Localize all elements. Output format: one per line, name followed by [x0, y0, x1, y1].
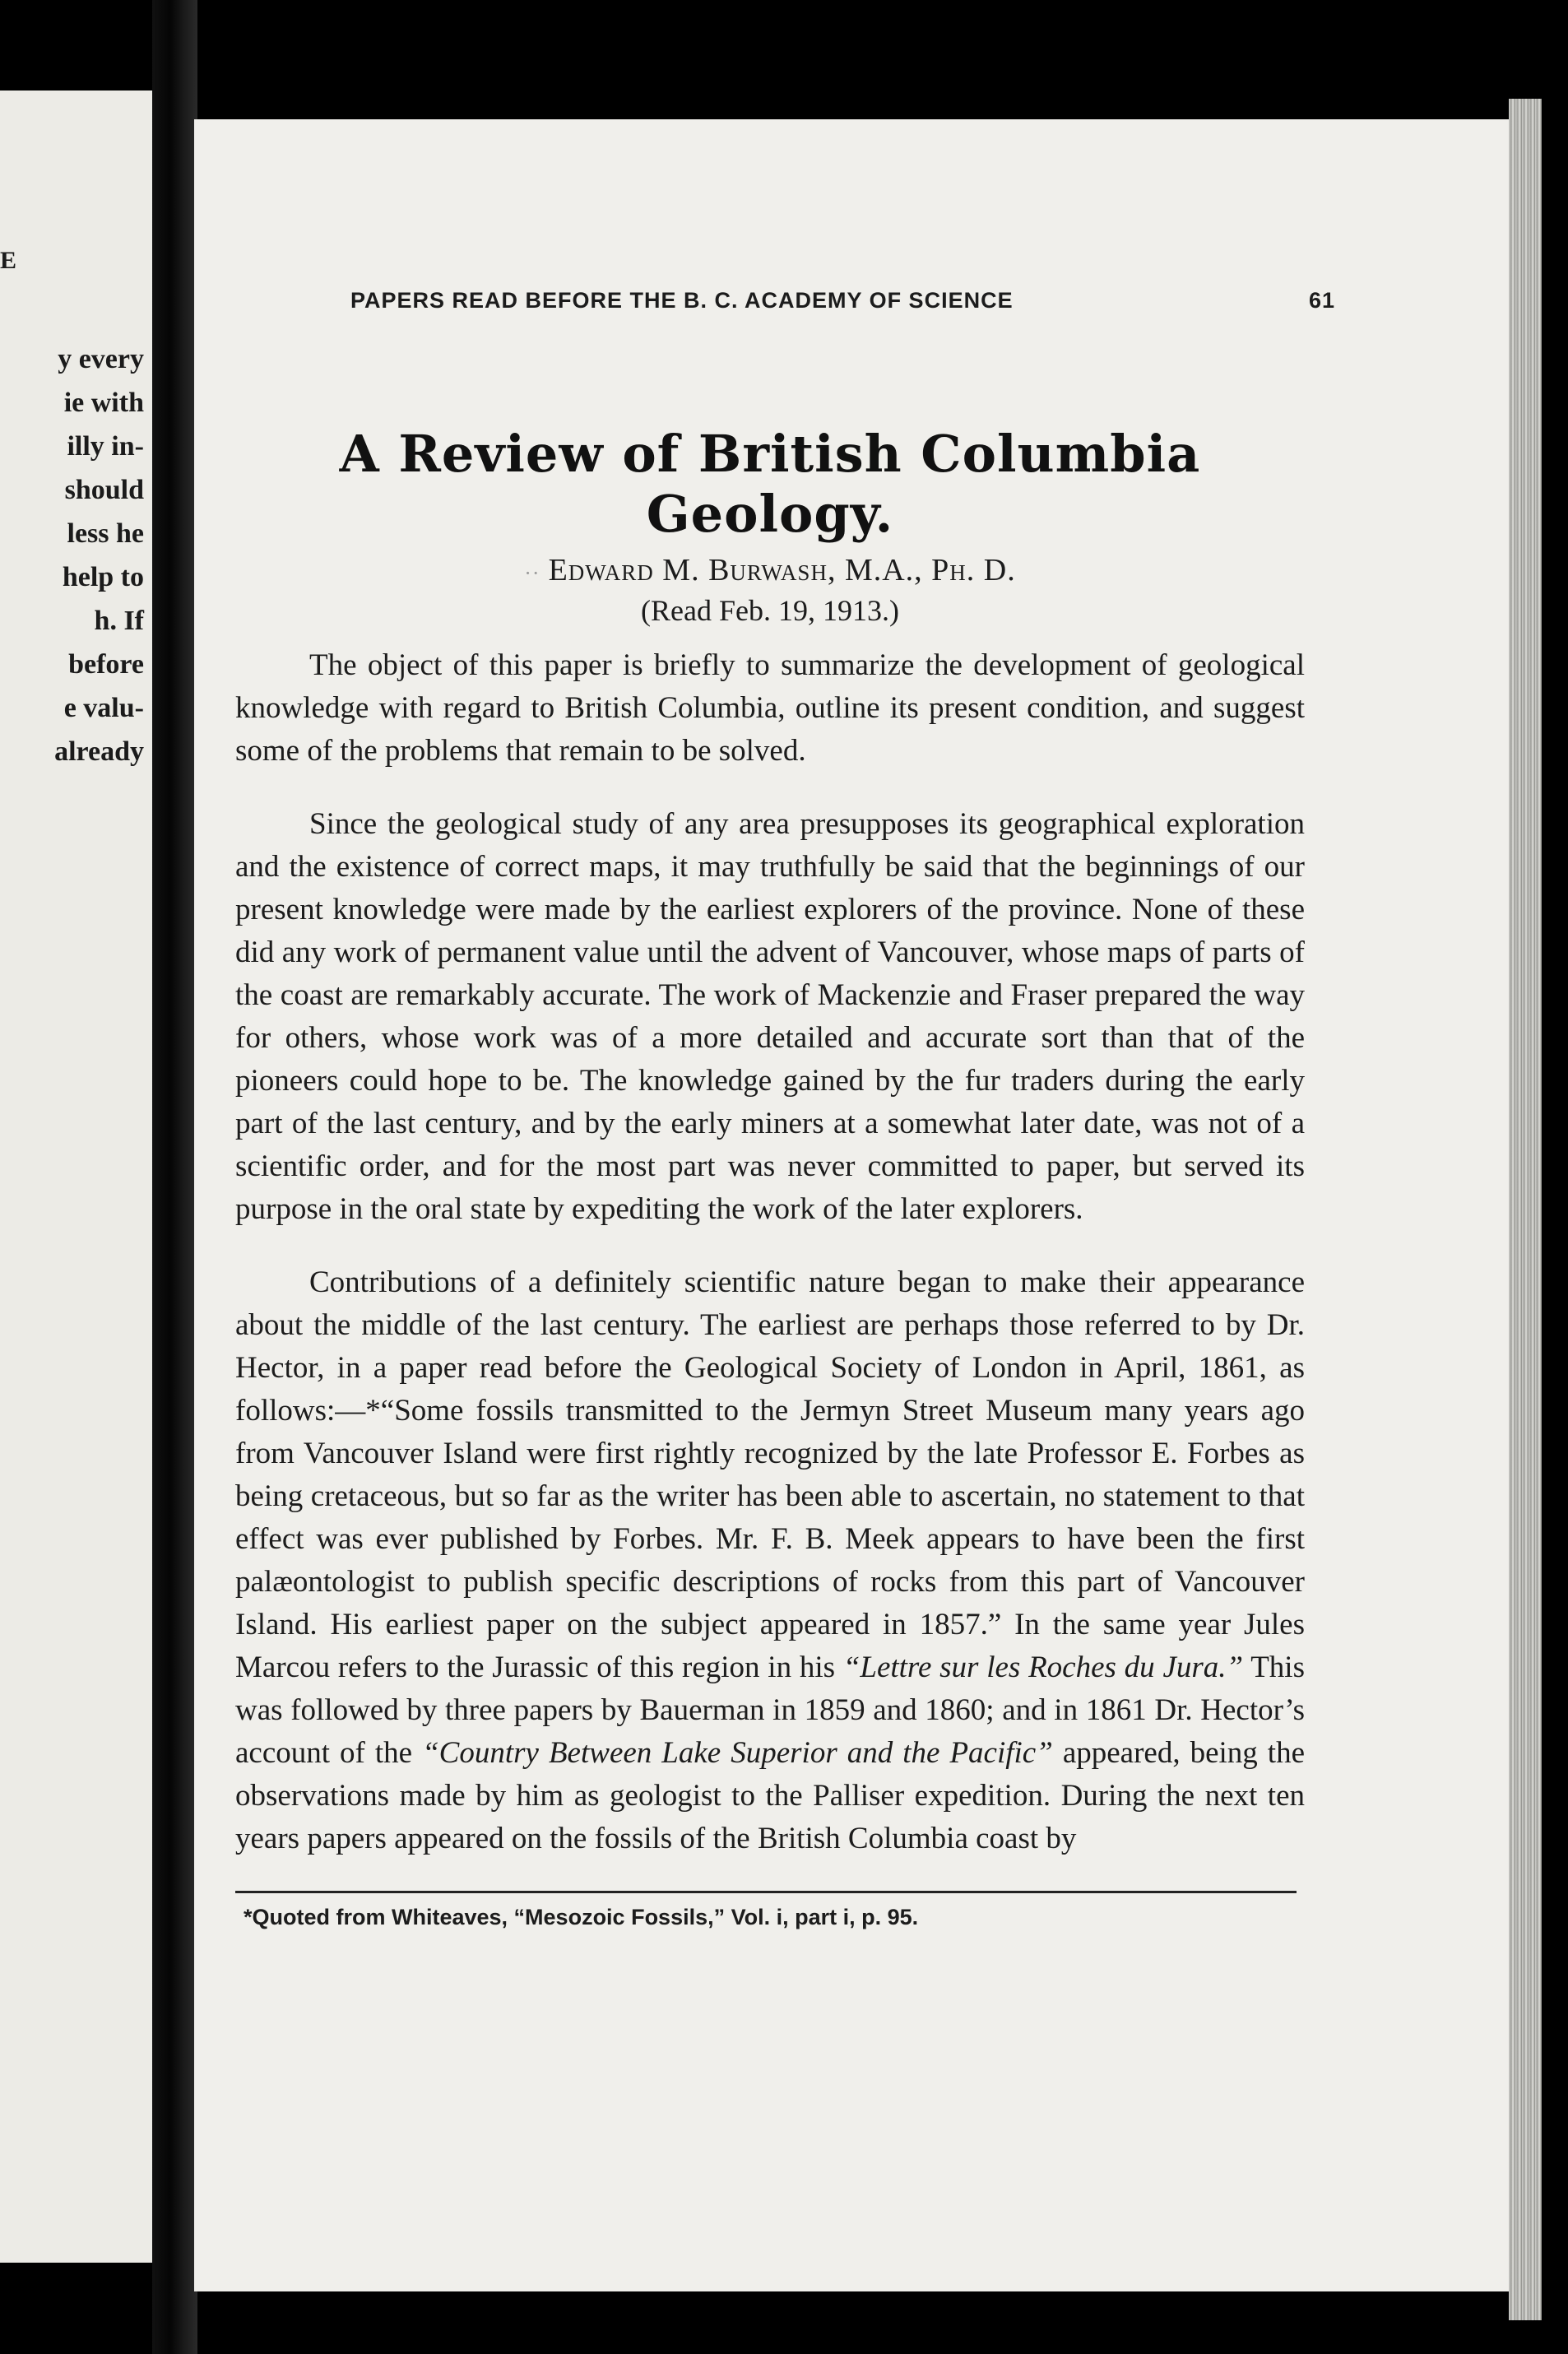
paragraph	[235, 1261, 1305, 1860]
page-stack-edge	[1509, 99, 1542, 2320]
previous-page-line: before	[68, 649, 144, 680]
byline-prefix: ··	[524, 561, 540, 585]
page-content	[235, 288, 1336, 1930]
byline	[235, 552, 1305, 588]
paragraph: The object of this paper is briefly to summarize the development of geological knowledge with regard to British Columbia, outline its present condition, and suggest some of the problems that remain to be solved.	[235, 648, 1305, 768]
italic-title: “Lettre sur les Roches du Jura.”	[842, 1651, 1244, 1684]
running-head-text: PAPERS READ BEFORE THE B. C. ACADEMY OF SCIENCE	[350, 288, 1014, 313]
previous-page-line: illy in-	[67, 431, 144, 462]
previous-page-text	[0, 337, 144, 773]
previous-page-line: should	[64, 475, 144, 505]
italic-title: “Country Between Lake Superior and the Pacific”	[422, 1736, 1053, 1770]
previous-page-line: help to	[62, 562, 144, 592]
previous-page-edge	[0, 91, 152, 2263]
paragraph-text: Contributions of a definitely scientific nature began to make their appearance about the middle of the last century. The earliest are perhaps those referred to by Dr. Hector, in a paper read before the Geological Society of London in April, 1861, as follows:—*“Some fossils transmitted to the Jermyn Street Museum many years ago from Vancouver Island were first rightly recognized by the late Professor E. Forbes as being cretaceous, but so far as the writer has been able to ascertain, no statement to that effect was ever published by Forbes. Mr. F. B. Meek appears to have been the first palæontologist to publish specific descriptions of rocks from this part of Vancouver Island. His earliest paper on the subject appeared in 1857.” In the same year Jules Marcou refers to the Jurassic of this region in his	[235, 1265, 1305, 1684]
previous-page-line: already	[54, 736, 144, 767]
paragraph: Since the geological study of any area presupposes its geographical exploration and the existence of correct maps, it may truthfully be said that the beginnings of our present knowledge were made by the earliest explorers of the province. None of these did any work of permanent value until the advent of Vancouver, whose maps of parts of the coast are remarkably accurate. The work of Mackenzie and Fraser prepared the way for others, whose work was of a more detailed and accurate sort than that of the pioneers could hope to be. The knowledge gained by the fur traders during the early part of the last century, and by the early miners at a somewhat later date, was not of a scientific order, and for the most part was never committed to paper, but served its purpose in the oral state by expediting the work of the later explorers.	[235, 807, 1305, 1226]
page-number: 61	[1309, 288, 1336, 313]
paragraph-text: appeared, being the observations made by him as geologist to the Palliser expedition. During the next ten years papers appeared on the fossils of the British Columbia coast by	[235, 1736, 1305, 1855]
author-name: Edward M. Burwash, M.A., Ph. D.	[548, 553, 1016, 587]
previous-page-line: ie with	[63, 388, 144, 418]
previous-page-line: h. If	[94, 606, 144, 636]
book-page	[194, 119, 1509, 2291]
article-title: A Review of British Columbia Geology.	[339, 424, 1201, 544]
footnote-divider	[235, 1891, 1297, 1893]
read-date: (Read Feb. 19, 1913.)	[641, 594, 899, 627]
footnote: *Quoted from Whiteaves, “Mesozoic Fossils,” Vol. i, part i, p. 95.	[244, 1905, 919, 1929]
previous-page-line: e valu-	[63, 693, 144, 723]
previous-page-letter: E	[0, 247, 17, 274]
book-gutter	[152, 0, 197, 2354]
running-head	[235, 288, 1336, 321]
paragraph-text: This was followed by three papers by Bauerman in 1859 and 1860; and in 1861 Dr. Hector’s account of the	[235, 1651, 1305, 1770]
previous-page-line: y every	[58, 344, 144, 374]
previous-page-line: less he	[67, 518, 144, 549]
